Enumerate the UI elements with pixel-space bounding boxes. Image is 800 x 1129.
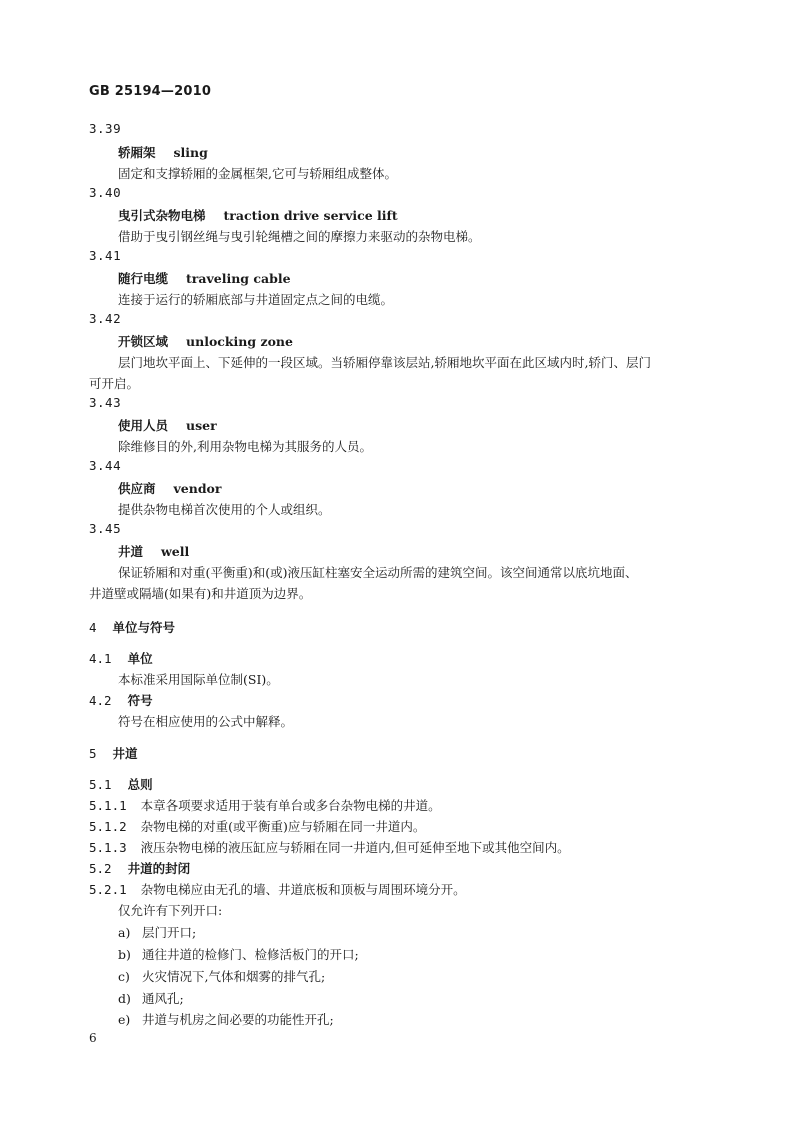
- list-item: [118, 967, 325, 985]
- subsection-title: 符号: [127, 693, 153, 708]
- term-en: vendor: [173, 481, 222, 496]
- term-title: [118, 332, 293, 350]
- clause: [89, 817, 425, 835]
- term-number: 3.40: [89, 185, 122, 200]
- clause-number: 5.1.2: [89, 819, 127, 834]
- list-text: 通往井道的检修门、检修活板门的开口;: [142, 947, 359, 962]
- term-en: traveling cable: [186, 271, 291, 286]
- term-zh: 供应商: [118, 481, 156, 496]
- term-zh: 随行电缆: [118, 271, 169, 286]
- term-definition: 保证轿厢和对重(平衡重)和(或)液压缸柱塞安全运动所需的建筑空间。该空间通常以底坑地面、: [118, 565, 638, 580]
- clause: [89, 796, 441, 814]
- term-definition: 提供杂物电梯首次使用的个人或组织。: [118, 502, 331, 517]
- subsection-number: 5.1: [89, 777, 112, 792]
- term-title: [118, 542, 189, 560]
- term-number: 3.42: [89, 311, 122, 326]
- subsection-number: 4.2: [89, 693, 112, 708]
- term-number: 3.45: [89, 521, 122, 536]
- subsection-title: 井道的封闭: [127, 861, 191, 876]
- subsection-heading: [89, 691, 153, 709]
- section-title: 井道: [112, 746, 138, 761]
- subsection-title: 单位: [127, 651, 153, 666]
- term-zh: 井道: [118, 544, 144, 559]
- subsection-heading: [89, 649, 153, 667]
- term-en: unlocking zone: [186, 334, 293, 349]
- term-zh: 曳引式杂物电梯: [118, 208, 206, 223]
- list-item: [118, 1010, 334, 1028]
- subsection-text: 本标准采用国际单位制(SI)。: [118, 672, 279, 687]
- section-heading: [89, 618, 175, 636]
- section-number: 5: [89, 746, 97, 761]
- standard-number: GB 25194—2010: [89, 84, 212, 99]
- subsection-number: 4.1: [89, 651, 112, 666]
- clause-number: 5.1.3: [89, 840, 127, 855]
- term-definition: 借助于曳引钢丝绳与曳引轮绳槽之间的摩擦力来驱动的杂物电梯。: [118, 229, 481, 244]
- term-en: traction drive service lift: [223, 208, 398, 223]
- list-text: 层门开口;: [142, 925, 197, 940]
- section-number: 4: [89, 620, 97, 635]
- clause: [89, 880, 466, 898]
- clause-text: 杂物电梯的对重(或平衡重)应与轿厢在同一井道内。: [140, 819, 426, 834]
- subsection-title: 总则: [127, 777, 153, 792]
- term-zh: 开锁区域: [118, 334, 169, 349]
- list-marker: b): [118, 947, 131, 962]
- clause: [89, 838, 570, 856]
- list-item: [118, 989, 184, 1007]
- term-definition: 层门地坎平面上、下延伸的一段区域。当轿厢停靠该层站,轿厢地坎平面在此区域内时,轿门、层门: [118, 355, 651, 370]
- list-marker: d): [118, 991, 131, 1006]
- subsection-number: 5.2: [89, 861, 112, 876]
- list-marker: c): [118, 969, 130, 984]
- term-zh: 轿厢架: [118, 145, 156, 160]
- term-definition-continued: 可开启。: [89, 376, 140, 391]
- list-marker: e): [118, 1012, 131, 1027]
- term-title: [118, 479, 221, 497]
- list-item: [118, 945, 359, 963]
- term-en: user: [186, 418, 217, 433]
- term-title: [118, 143, 208, 161]
- term-number: 3.43: [89, 395, 122, 410]
- term-number: 3.44: [89, 458, 122, 473]
- list-text: 火灾情况下,气体和烟雾的排气孔;: [142, 969, 326, 984]
- clause-number: 5.1.1: [89, 798, 127, 813]
- section-title: 单位与符号: [112, 620, 176, 635]
- list-item: [118, 923, 196, 941]
- list-marker: a): [118, 925, 131, 940]
- term-definition: 固定和支撑轿厢的金属框架,它可与轿厢组成整体。: [118, 166, 397, 181]
- clause-text: 杂物电梯应由无孔的墙、井道底板和顶板与周围环境分开。: [140, 882, 466, 897]
- term-zh: 使用人员: [118, 418, 169, 433]
- term-title: [118, 416, 217, 434]
- term-number: 3.41: [89, 248, 122, 263]
- subsection-heading: [89, 859, 190, 877]
- clause-number: 5.2.1: [89, 882, 127, 897]
- subsection-heading: [89, 775, 153, 793]
- page-number: 6: [89, 1031, 97, 1045]
- clause-text: 液压杂物电梯的液压缸应与轿厢在同一井道内,但可延伸至地下或其他空间内。: [140, 840, 570, 855]
- term-number: 3.39: [89, 121, 122, 136]
- list-text: 井道与机房之间必要的功能性开孔;: [142, 1012, 334, 1027]
- term-definition: 连接于运行的轿厢底部与井道固定点之间的电缆。: [118, 292, 394, 307]
- clause-text: 本章各项要求适用于装有单台或多台杂物电梯的井道。: [140, 798, 441, 813]
- term-definition: 除维修目的外,利用杂物电梯为其服务的人员。: [118, 439, 372, 454]
- term-en: well: [161, 544, 190, 559]
- section-heading: [89, 744, 138, 762]
- subsection-text: 符号在相应使用的公式中解释。: [118, 714, 294, 729]
- term-definition-continued: 井道壁或隔墙(如果有)和井道顶为边界。: [89, 586, 312, 601]
- clause-intro: 仅允许有下列开口:: [118, 903, 223, 918]
- term-title: [118, 206, 398, 224]
- term-en: sling: [173, 145, 208, 160]
- list-text: 通风孔;: [142, 991, 184, 1006]
- term-title: [118, 269, 291, 287]
